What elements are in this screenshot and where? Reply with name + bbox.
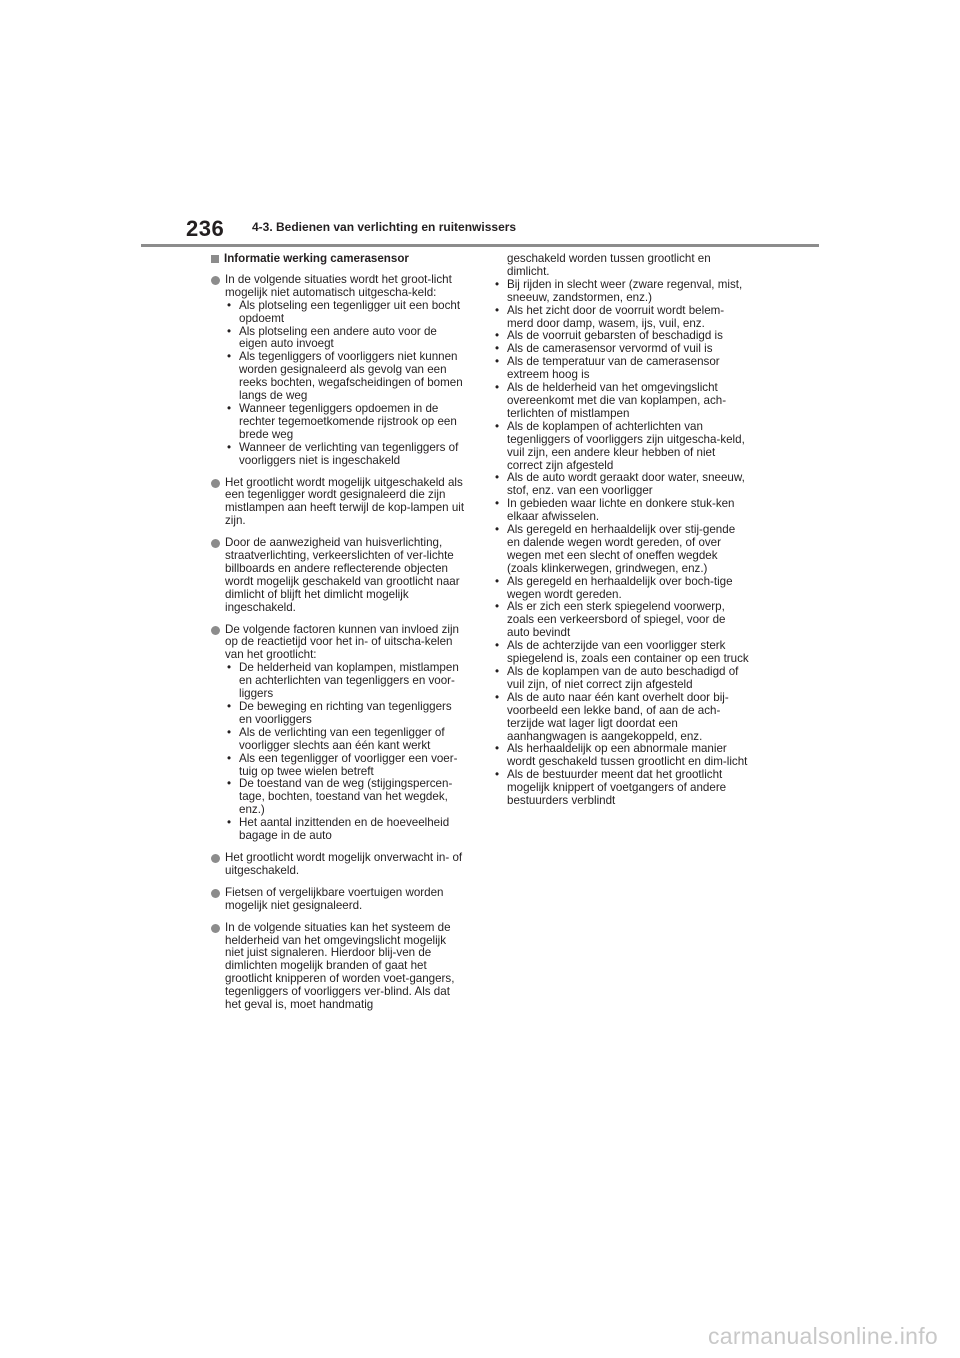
header-divider	[141, 244, 819, 247]
list-item: • Het aantal inzittenden en de hoeveelheid bagage in de auto	[225, 817, 467, 843]
info-paragraph	[211, 274, 467, 468]
watermark: carmanualsonline.info	[707, 1323, 938, 1349]
list-item: • Als de achterzijde van een voorligger sterk spiegelend is, zoals een container op een truck	[493, 640, 749, 666]
info-paragraph	[211, 852, 467, 878]
circle-bullet-icon	[211, 626, 220, 635]
list-item: • Als de koplampen of achterlichten van tegenliggers of voorliggers zijn uitgescha-keld, vuil zijn, een andere kleur hebben of niet correct zijn afgesteld	[493, 421, 749, 473]
circle-bullet-icon	[211, 479, 220, 488]
paragraph-text: In de volgende situaties kan het systeem de helderheid van het omgevingslicht mogelijk niet juist signaleren. Hierdoor blij-ven de dimlichten mogelijk branden of gaat het grootlicht knipperen of worden voet-gangers, tegenliggers of voorliggers ver-blind. Als dat het geval is, moet handmatig	[225, 920, 455, 1012]
list-item: • Als de temperatuur van de camerasensor extreem hoog is	[493, 356, 749, 382]
list-item: • Als plotseling een tegenligger uit een bocht opdoemt	[225, 300, 467, 326]
list-item: • Als de camerasensor vervormd of vuil is	[493, 343, 749, 356]
circle-bullet-icon	[211, 889, 220, 898]
list-item: • Als de voorruit gebarsten of beschadigd is	[493, 330, 749, 343]
list-item: • Als geregeld en herhaaldelijk over stij-gende en dalende wegen wordt gereden, of over wegen met een slecht of oneffen wegdek (zoals klinkerwegen, grindwegen, enz.)	[493, 524, 749, 576]
list-item: • Als er zich een sterk spiegelend voorwerp, zoals een verkeersbord of spiegel, voor de auto bevindt	[493, 601, 749, 640]
list-item: • Als de bestuurder meent dat het grootlicht mogelijk knippert of voetgangers of andere bestuurders verblindt	[493, 769, 749, 808]
list-item: • Wanneer de verlichting van tegenliggers of voorliggers niet is ingeschakeld	[225, 442, 467, 468]
info-paragraph	[211, 477, 467, 529]
info-paragraph	[211, 887, 467, 913]
page-number: 236	[186, 216, 225, 241]
continuation-text: geschakeld worden tussen grootlicht en dimlicht.	[507, 252, 711, 278]
list-item: • Als tegenliggers of voorliggers niet kunnen worden gesignaleerd als gevolg van een reeks bochten, wegafscheidingen of bomen langs de weg	[225, 351, 467, 403]
list-item: • Als herhaaldelijk op een abnormale manier wordt geschakeld tussen grootlicht en dim-licht	[493, 743, 749, 769]
right-column	[493, 253, 749, 808]
list-item: • De beweging en richting van tegenliggers en voorliggers	[225, 701, 467, 727]
list-item: • Als de auto naar één kant overhelt door bij-voorbeeld een lekke band, of aan de ach-terzijde wat lager ligt doordat een aanhangwagen is aangekoppeld, enz.	[493, 692, 749, 744]
list-item: • Als geregeld en herhaaldelijk over boch-tige wegen wordt gereden.	[493, 576, 749, 602]
circle-bullet-icon	[211, 539, 220, 548]
paragraph-text: De volgende factoren kunnen van invloed zijn op de reactietijd voor het in- of uitscha-kelen van het grootlicht:	[225, 622, 459, 662]
list-item: • Als de auto wordt geraakt door water, sneeuw, stof, enz. van een voorligger	[493, 472, 749, 498]
paragraph-text: In de volgende situaties wordt het groot-licht mogelijk niet automatisch uitgescha-keld:	[225, 272, 452, 299]
list-item: • Als de verlichting van een tegenligger of voorligger slechts aan één kant werkt	[225, 727, 467, 753]
info-heading-text: Informatie werking camerasensor	[224, 252, 409, 265]
paragraph-text: Het grootlicht wordt mogelijk onverwacht in- of uitgeschakeld.	[225, 850, 463, 877]
right-bullet-list	[493, 279, 749, 808]
circle-bullet-icon	[211, 924, 220, 933]
bullet-list	[225, 662, 467, 843]
info-heading	[211, 253, 467, 266]
list-item: • Als een tegenligger of voorligger een voer-tuig op twee wielen betreft	[225, 753, 467, 779]
list-item: • Als plotseling een andere auto voor de eigen auto invoegt	[225, 326, 467, 352]
section-title: 4-3. Bedienen van verlichting en ruitenwissers	[252, 220, 517, 234]
left-column	[211, 253, 467, 1021]
paragraph-list	[211, 274, 467, 1012]
paragraph-text: Fietsen of vergelijkbare voertuigen worden mogelijk niet gesignaleerd.	[225, 885, 444, 912]
paragraph-text: Door de aanwezigheid van huisverlichting, straatverlichting, verkeerslichten of ver-lichte billboards en andere reflecterende objecten wordt mogelijk geschakeld van grootlicht naar dimlicht of blijft het dimlicht mogelijk ingeschakeld.	[225, 536, 460, 614]
info-paragraph	[211, 537, 467, 614]
paragraph-text: Het grootlicht wordt mogelijk uitgeschakeld als een tegenligger wordt gesignaleerd die zijn mistlampen aan heeft terwijl de kop-lampen uit zijn.	[225, 475, 465, 528]
list-item: • De toestand van de weg (stijgingspercen-tage, bochten, toestand van het wegdek, enz.)	[225, 778, 467, 817]
list-item: • Als de helderheid van het omgevingslicht overeenkomt met die van koplampen, ach-terlichten of mistlampen	[493, 382, 749, 421]
list-item: • Als het zicht door de voorruit wordt belem-merd door damp, wasem, ijs, vuil, enz.	[493, 305, 749, 331]
list-item: • Bij rijden in slecht weer (zware regenval, mist, sneeuw, zandstormen, enz.)	[493, 279, 749, 305]
info-paragraph	[211, 922, 467, 1012]
list-item: • Wanneer tegenliggers opdoemen in de rechter tegemoetkomende rijstrook op een brede weg	[225, 403, 467, 442]
circle-bullet-icon	[211, 276, 220, 285]
square-bullet-icon	[211, 255, 219, 263]
list-item: • Als de koplampen van de auto beschadigd of vuil zijn, of niet correct zijn afgesteld	[493, 666, 749, 692]
circle-bullet-icon	[211, 854, 220, 863]
info-paragraph	[211, 624, 467, 843]
list-item: • De helderheid van koplampen, mistlampen en achterlichten van tegenliggers en voor-liggers	[225, 662, 467, 701]
list-item: • In gebieden waar lichte en donkere stuk-ken elkaar afwisselen.	[493, 498, 749, 524]
bullet-list	[225, 300, 467, 468]
